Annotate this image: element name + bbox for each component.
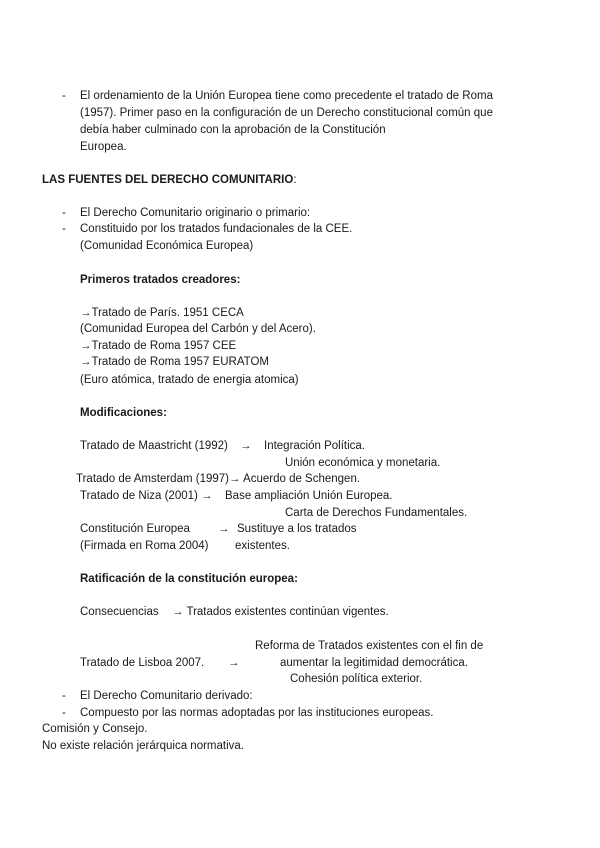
intro-line-1: El ordenamiento de la Unión Europea tiene como precedente el tratado de Roma	[80, 90, 493, 102]
derivado-item-1: El Derecho Comunitario derivado:	[80, 690, 253, 702]
intro-line-2: (1957). Primer paso en la configuración de un Derecho constitucional común que	[80, 107, 493, 119]
section-title	[42, 173, 297, 187]
niza-result-2: Carta de Derechos Fundamentales.	[285, 507, 468, 519]
derivado-item-2: Compuesto por las normas adoptadas por las instituciones europeas.	[80, 707, 434, 719]
section-title-colon: :	[293, 174, 297, 186]
originario-item-2: Constituido por los tratados fundacionales de la CEE.	[80, 223, 353, 235]
constitucion-result-2: existentes.	[235, 540, 290, 552]
lisboa-label: Tratado de Lisboa 2007.	[80, 657, 205, 669]
lisboa-result-1: Reforma de Tratados existentes con el fin de	[255, 640, 484, 652]
primeros-line-4: →Tratado de Roma 1957 EURATOM	[80, 356, 269, 368]
lisboa-result-3: Cohesión política exterior.	[290, 673, 423, 685]
primeros-line-3: →Tratado de Roma 1957 CEE	[80, 340, 237, 352]
derivado-line-3: Comisión y Consejo.	[42, 723, 148, 735]
arrow-right-icon: →	[228, 657, 240, 669]
constitucion-result-1: Sustituye a los tratados	[237, 523, 357, 535]
modificaciones-heading: Modificaciones:	[80, 407, 167, 419]
intro-line-4: Europea.	[80, 141, 127, 153]
arrow-right-icon: →	[218, 523, 230, 535]
primeros-line-5: (Euro atómica, tratado de energia atomica)	[80, 374, 299, 386]
firmada-label: (Firmada en Roma 2004)	[80, 540, 209, 552]
primeros-line-1: →Tratado de París. 1951 CECA	[80, 307, 244, 319]
bullet-dash: -	[62, 90, 66, 102]
amsterdam-line: Tratado de Amsterdam (1997)→ Acuerdo de Schengen.	[76, 473, 361, 485]
bullet-dash: -	[62, 690, 66, 702]
derivado-line-4: No existe relación jerárquica normativa.	[42, 740, 244, 752]
bullet-dash: -	[62, 223, 66, 235]
consecuencias-label: Consecuencias	[80, 606, 159, 618]
intro-line-3: debía haber culminado con la aprobación de la Constitución	[80, 124, 386, 136]
bullet-dash: -	[62, 707, 66, 719]
primeros-line-2: (Comunidad Europea del Carbón y del Acero).	[80, 323, 316, 335]
ratificacion-heading: Ratificación de la constitución europea:	[80, 573, 298, 585]
originario-item-2-cont: (Comunidad Económica Europea)	[80, 240, 254, 252]
constitucion-label: Constitución Europea	[80, 523, 190, 535]
primeros-heading: Primeros tratados creadores:	[80, 274, 241, 286]
niza-label: Tratado de Niza (2001) →	[80, 490, 213, 502]
maastricht-result-1: Integración Política.	[264, 440, 366, 452]
originario-item-1: El Derecho Comunitario originario o primario:	[80, 207, 311, 219]
maastricht-label: Tratado de Maastricht (1992)	[80, 440, 228, 452]
bullet-dash: -	[62, 207, 66, 219]
section-title-text: LAS FUENTES DEL DERECHO COMUNITARIO	[42, 174, 294, 186]
niza-result-1: Base ampliación Unión Europea.	[225, 490, 393, 502]
maastricht-result-2: Unión económica y monetaria.	[285, 457, 441, 469]
consecuencias-result: → Tratados existentes continúan vigentes.	[172, 606, 389, 618]
lisboa-result-2: aumentar la legitimidad democrática.	[280, 657, 468, 669]
arrow-right-icon: →	[240, 440, 252, 452]
